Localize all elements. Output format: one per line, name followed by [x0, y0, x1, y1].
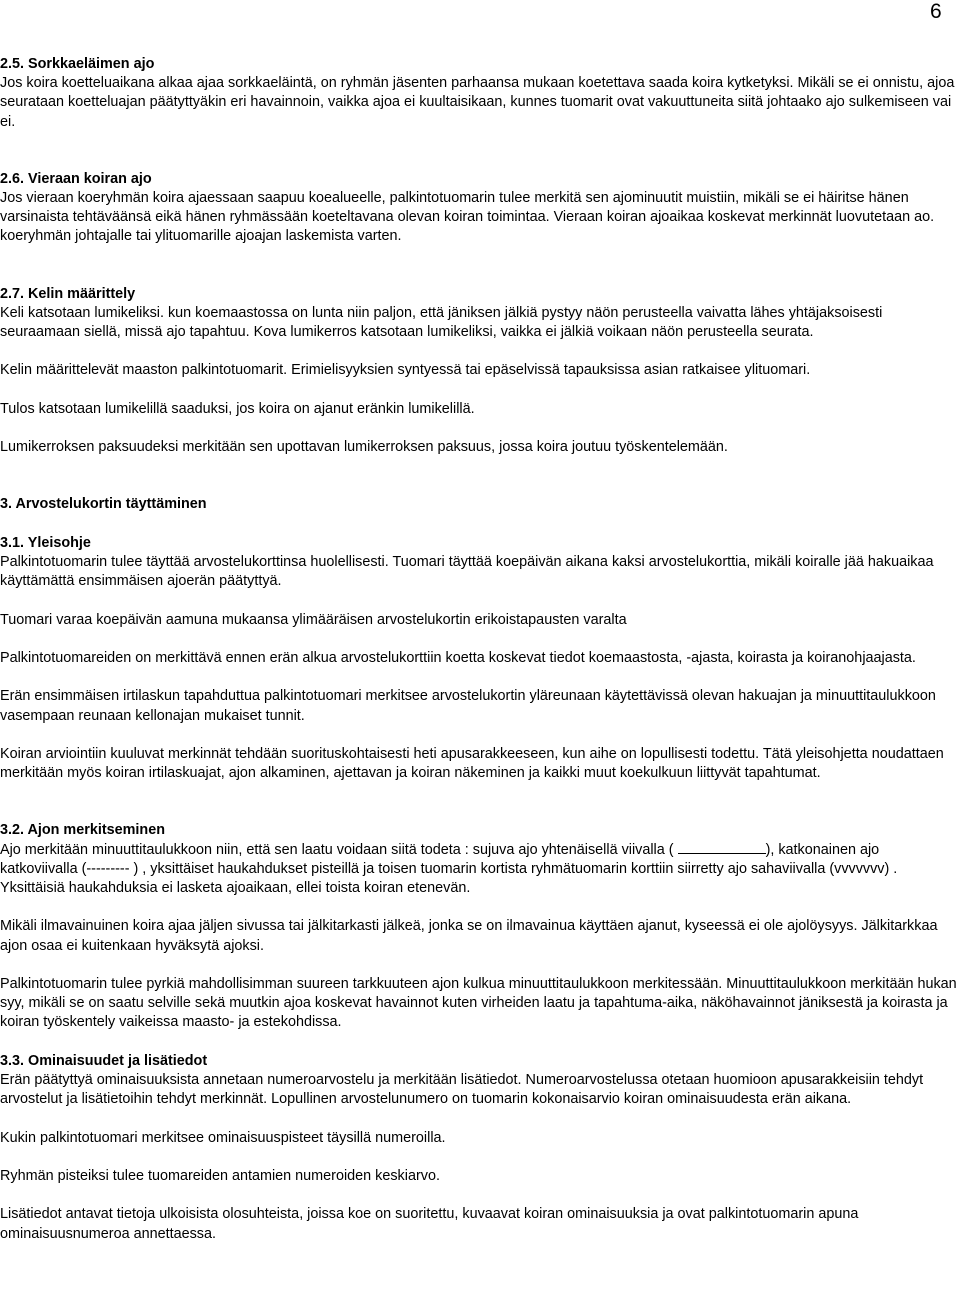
paragraph: Kelin määrittelevät maaston palkintotuomarit. Erimielisyyksien syntyessä tai epäselvissä tapauksissa asian ratkaisee ylituomari.: [0, 362, 811, 379]
solid-line-sample: [678, 841, 766, 854]
paragraph: Palkintotuomarin tulee pyrkiä mahdollisimman suureen tarkkuuteen ajon kulkua minuuttitaulukkoon merkitessään. Minuuttitaulukkoon merkitään hukan syy, mikäli se on saatu selville sekä muutkin ajoa koskevat havainnot kuten virheiden laatu ja tapahtuma-aika, näköhavainnot jäniksestä ja koirasta ja koiran työskentely vaikeissa maasto- ja estekohdissa.: [0, 975, 957, 1031]
section-heading: 3. Arvostelukortin täyttäminen: [0, 496, 207, 513]
section-heading: 2.5. Sorkkaeläimen ajo: [0, 56, 155, 72]
paragraph: Lumikerroksen paksuudeksi merkitään sen upottavan lumikerroksen paksuus, jossa koira joutuu työskentelemään.: [0, 439, 728, 456]
section-heading: 2.7. Kelin määrittely: [0, 285, 136, 302]
section-3-3: [0, 1052, 958, 1244]
paragraph: Palkintotuomareiden on merkittävä ennen erän alkua arvostelukorttiin koetta koskevat tiedot koemaastosta, -ajasta, koirasta ja koiranohjaajasta.: [0, 649, 916, 666]
document-body: [0, 55, 958, 1244]
paragraph: Tuomari varaa koepäivän aamuna mukaansa ylimääräisen arvostelukortin erikoistapausten varalta: [0, 611, 627, 628]
page-number: 6: [930, 0, 942, 23]
paragraph: Mikäli ilmavainuinen koira ajaa jäljen sivussa tai jälkitarkasti jälkeä, jonka se on ilmavainua käyttäen ajanut, kyseessä ei ole ajolöysyys. Jälkitarkkaa ajon osaa ei kuitenkaan hyväksytä ajoksi.: [0, 918, 938, 954]
paragraph: Ryhmän pisteiksi tulee tuomareiden antamien numeroiden keskiarvo.: [0, 1167, 440, 1184]
paragraph: Keli katsotaan lumikeliksi. kun koemaastossa on lunta niin paljon, että jäniksen jälkiä pystyy näön perusteella vaivatta lähes yhtäjaksoisesti seuraamaan siellä, missä ajo tapahtuu. Kova lumikerros katsotaan lumikeliksi, vaikka ei jälkiä voikaan näön perusteella seurata.: [0, 304, 883, 341]
section-heading: 2.6. Vieraan koiran ajo: [0, 170, 152, 187]
section-2-5: [0, 55, 958, 132]
text-run: ), katkonainen ajo katkoviivalla (--------- ) , yksittäiset haukahdukset pisteillä ja toisen tuomarin kortista ryhmätuomarin korttiin siirretty ajo sahaviivalla (vvvvvvv) . Yksittäisiä haukahduksia ei lasketa ajoaikaan, ellei toista koiran etenevän.: [0, 841, 898, 896]
paragraph: Jos koira koetteluaikana alkaa ajaa sorkkaeläintä, on ryhmän jäsenten parhaansa mukaan koetettava saada koira kytketyksi. Mikäli se ei onnistu, ajoa seurataan koetteluajan päätyttyäkin eri havainnoin, vaikka ajoa ei kuultaisikaan, kunnes tuomarit ovat vakuuttuneita siitä johtaako ajo sulkemiseen vai ei.: [0, 75, 955, 130]
paragraph: Erän ensimmäisen irtilaskun tapahduttua palkintotuomari merkitsee arvostelukortin yläreunaan käytettävissä olevan hakuajan ja minuuttitaulukkoon vasempaan reunaan kellonajan mukaiset tunnit.: [0, 688, 936, 724]
paragraph: Lisätiedot antavat tietoja ulkoisista olosuhteista, joissa koe on suoritettu, kuvaavat koiran ominaisuuksia ja ovat palkintotuomarin apuna ominaisuusnumeroa annettaessa.: [0, 1206, 859, 1242]
paragraph: [0, 841, 958, 899]
section-2-7: [0, 285, 958, 458]
section-heading: 3.1. Yleisohje: [0, 534, 91, 551]
section-3: [0, 495, 958, 514]
paragraph: Erän päätyttyä ominaisuuksista annetaan numeroarvostelu ja merkitään lisätiedot. Numeroarvostelussa otetaan huomioon apusarakkeisiin tehdyt arvostelut ja lisätietoihin tehdyt merkinnät. Lopullinen arvostelunumero on tuomarin kokonaisarvio koiran ominaisuudesta erän aikana.: [0, 1071, 924, 1108]
paragraph: Palkintotuomarin tulee täyttää arvostelukorttinsa huolellisesti. Tuomari täyttää koepäivän aikana kaksi arvostelukorttia, mikäli koiralle jää hakuaikaa käyttämättä ensimmäisen ajoerän päätyttyä.: [0, 554, 934, 590]
paragraph: Tulos katsotaan lumikelillä saaduksi, jos koira on ajanut eränkin lumikelillä.: [0, 400, 475, 417]
section-3-2: [0, 821, 958, 1032]
paragraph: Jos vieraan koeryhmän koira ajaessaan saapuu koealueelle, palkintotuomarin tulee merkitä sen ajominuutit muistiin, mikäli se ei häiritse hänen varsinaista tehtäväänsä eikä hänen ryhmässään koeteltavana olevan koiran toimintaa. Vieraan koiran ajoaikaa koskevat merkinnät luovutetaan ao. koeryhmän johtajalle tai ylituomarille ajoajan laskemista varten.: [0, 190, 935, 245]
section-heading: 3.2. Ajon merkitseminen: [0, 822, 166, 839]
section-3-1: [0, 534, 958, 784]
paragraph: Koiran arviointiin kuuluvat merkinnät tehdään suorituskohtaisesti heti apusarakkeeseen, kun aihe on lopullisesti todettu. Tätä yleisohjetta noudattaen merkitään myös koiran irtilaskuajat, ajon alkaminen, ajettavan ja koiran näkeminen ja kaikki muut koekulkuun liittyvät tapahtumat.: [0, 745, 944, 782]
section-2-6: [0, 170, 958, 247]
paragraph: Kukin palkintotuomari merkitsee ominaisuuspisteet täysillä numeroilla.: [0, 1129, 446, 1146]
section-heading: 3.3. Ominaisuudet ja lisätiedot: [0, 1052, 208, 1069]
text-run: Ajo merkitään minuuttitaulukkoon niin, että sen laatu voidaan siitä todeta : sujuva ajo yhtenäisellä viivalla (: [0, 841, 678, 858]
